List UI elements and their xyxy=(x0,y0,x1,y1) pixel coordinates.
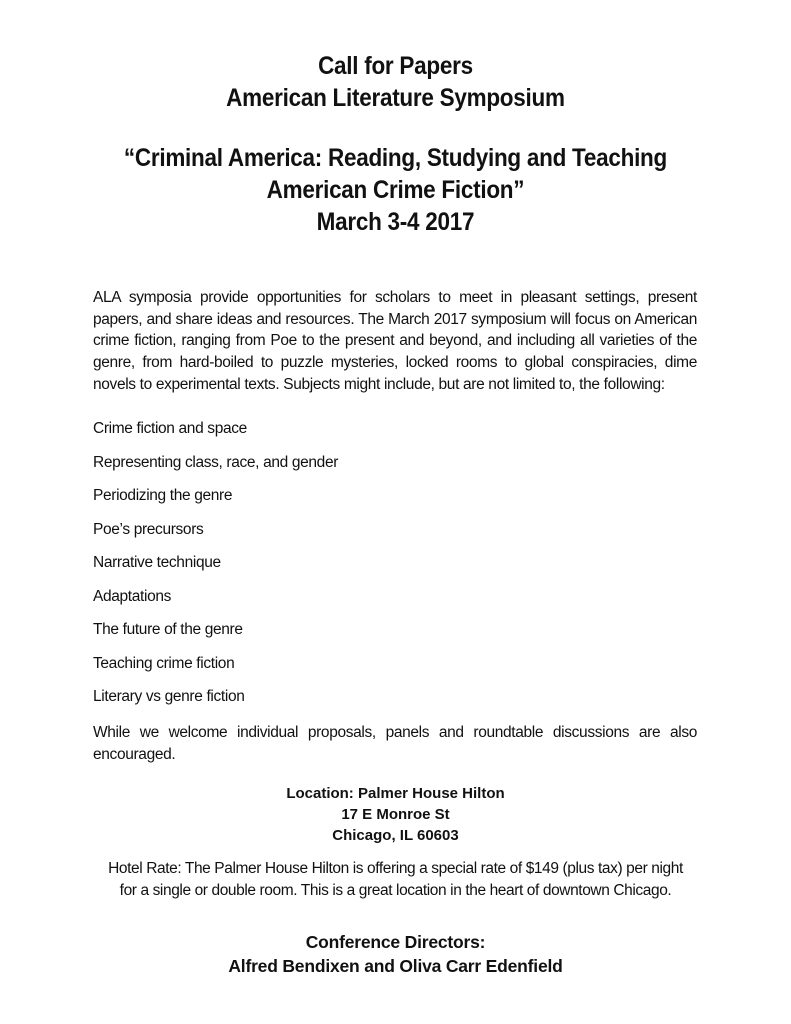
topics-list xyxy=(93,420,338,722)
intro-paragraph: ALA symposia provide opportunities for scholars to meet in pleasant settings, present papers, and share ideas and resources. The March 2017 symposium will focus on American crime fiction, ranging from Poe to the present and beyond, and including all varieties of the genre, from hard-boiled to puzzle mysteries, locked rooms to global conspiracies, dime novels to experimental texts. Subjects might include, but are not limited to, the following: xyxy=(93,289,697,393)
call-for-papers-heading: Call for Papers xyxy=(318,52,473,80)
topic-item: Teaching crime fiction xyxy=(93,654,235,672)
topic-item: Narrative technique xyxy=(93,554,221,571)
title-block xyxy=(40,50,752,238)
closing-paragraph: While we welcome individual proposals, panels and roundtable discussions are also encouraged. xyxy=(93,724,697,763)
hotel-rate-paragraph xyxy=(90,858,701,902)
symposium-name-heading: American Literature Symposium xyxy=(226,84,565,112)
directors-names: Alfred Bendixen and Oliva Carr Edenfield xyxy=(228,956,563,976)
theme-title-line-2: American Crime Fiction” xyxy=(266,176,525,204)
topic-item: Adaptations xyxy=(93,587,172,605)
topic-item: Poe’s precursors xyxy=(93,520,204,538)
event-dates: March 3-4 2017 xyxy=(316,208,475,236)
directors-heading: Conference Directors: xyxy=(305,932,486,952)
location-block xyxy=(0,783,791,846)
conference-directors-block xyxy=(0,930,791,978)
topic-item: Crime fiction and space xyxy=(93,420,247,437)
topic-item: Periodizing the genre xyxy=(93,487,233,504)
theme-title-line-1: “Criminal America: Reading, Studying and Teaching xyxy=(123,144,667,172)
topic-item: The future of the genre xyxy=(93,621,243,638)
topic-item: Representing class, race, and gender xyxy=(93,453,339,471)
location-venue: Location: Palmer House Hilton xyxy=(286,785,505,802)
hotel-rate-line-2: for a single or double room. This is a great location in the heart of downtown Chicago. xyxy=(119,882,672,899)
location-city: Chicago, IL 60603 xyxy=(332,827,459,844)
topic-item: Literary vs genre fiction xyxy=(93,688,245,705)
title-spacer xyxy=(40,114,752,142)
location-street: 17 E Monroe St xyxy=(341,806,450,823)
hotel-rate-line-1: Hotel Rate: The Palmer House Hilton is offering a special rate of $149 (plus tax) per night xyxy=(108,860,683,877)
